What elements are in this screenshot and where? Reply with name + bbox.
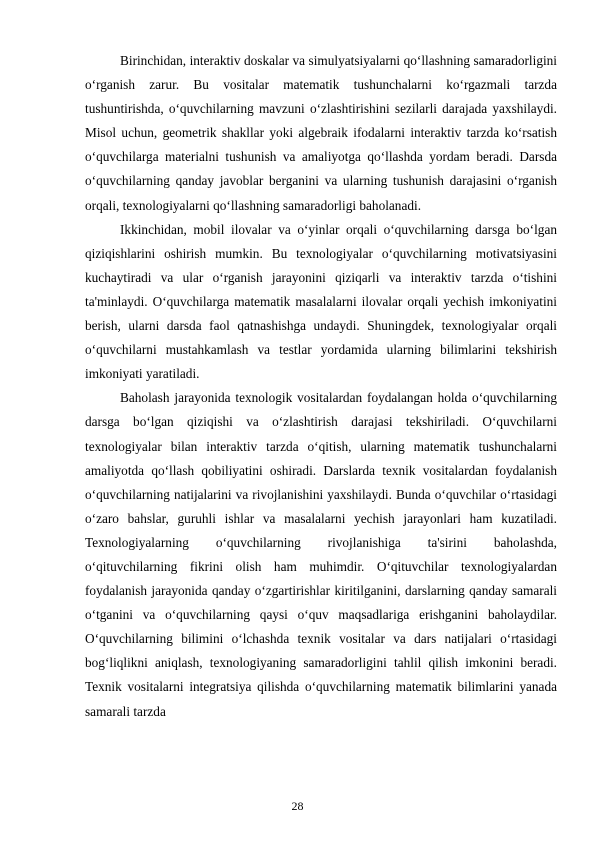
paragraph-1: Birinchidan, interaktiv doskalar va simulyatsiyalarni qo‘llashning samaradorligini o‘rganish zarur. Bu vositalar matematik tushunchalarni ko‘rgazmali tarzda tushuntirishda, o‘quvchilarning mavzuni o‘zlashtirishini sezilarli darajada yaxshilaydi. Misol uchun, geometrik shakllar yoki algebraik ifodalarni interaktiv tarzda ko‘rsatish o‘quvchilarga materialni tushunish va amaliyotga qo‘llashda yordam beradi. Darsda o‘quvchilarning qanday javoblar berganini va ularning tushunish darajasini o‘rganish orqali, texnologiyalarni qo‘llashning samaradorligi baholanadi.: [85, 53, 557, 213]
paragraph-3: Baholash jarayonida texnologik vositalardan foydalangan holda o‘quvchilarning darsga bo‘lgan qiziqishi va o‘zlashtirish darajasi tekshiriladi. O‘quvchilarni texnologiyalar bilan interaktiv tarzda o‘qitish, ularning matematik tushunchalarni amaliyotda qo‘llash qobiliyatini oshiradi. Darslarda texnik vositalardan foydalanish o‘quvchilarning natijalarini va rivojlanishini yaxshilaydi. Bunda o‘quvchilar o‘rtasidagi o‘zaro bahslar, guruhli ishlar va masalalarni yechish jarayonlari ham kuzatiladi. Texnologiyalarning o‘quvchilarning rivojlanishiga ta'sirini baholashda, o‘qituvchilarning fikrini olish ham muhimdir. O‘qituvchilar texnologiyalardan foydalanish jarayonida qanday o‘zgartirishlar kiritilganini, darslarning qanday samarali o‘tganini va o‘quvchilarning qaysi o‘quv maqsadlariga erishganini baholaydilar. O‘quvchilarning bilimini o‘lchashda texnik vositalar va dars natijalari o‘rtasidagi bog‘liqlikni aniqlash, texnologiyaning samaradorligini tahlil qilish imkonini beradi. Texnik vositalarni integratsiya qilishda o‘quvchilarning matematik bilimlarini yanada samarali tarzda: [85, 390, 557, 719]
paragraph-2: Ikkinchidan, mobil ilovalar va o‘yinlar orqali o‘quvchilarning darsga bo‘lgan qiziqishlarini oshirish mumkin. Bu texnologiyalar o‘quvchilarning motivatsiyasini kuchaytiradi va ular o‘rganish jarayonini qiziqarli va interaktiv tarzda o‘tishini ta'minlaydi. O‘quvchilarga matematik masalalarni ilovalar orqali yechish imkoniyatini berish, ularni darsda faol qatnashishga undaydi. Shuningdek, texnologiyalar orqali o‘quvchilarni mustahkamlash va testlar yordamida ularning bilimlarini tekshirish imkoniyati yaratiladi.: [85, 221, 557, 382]
document-body: [85, 49, 557, 724]
page-number: 28: [291, 799, 304, 813]
